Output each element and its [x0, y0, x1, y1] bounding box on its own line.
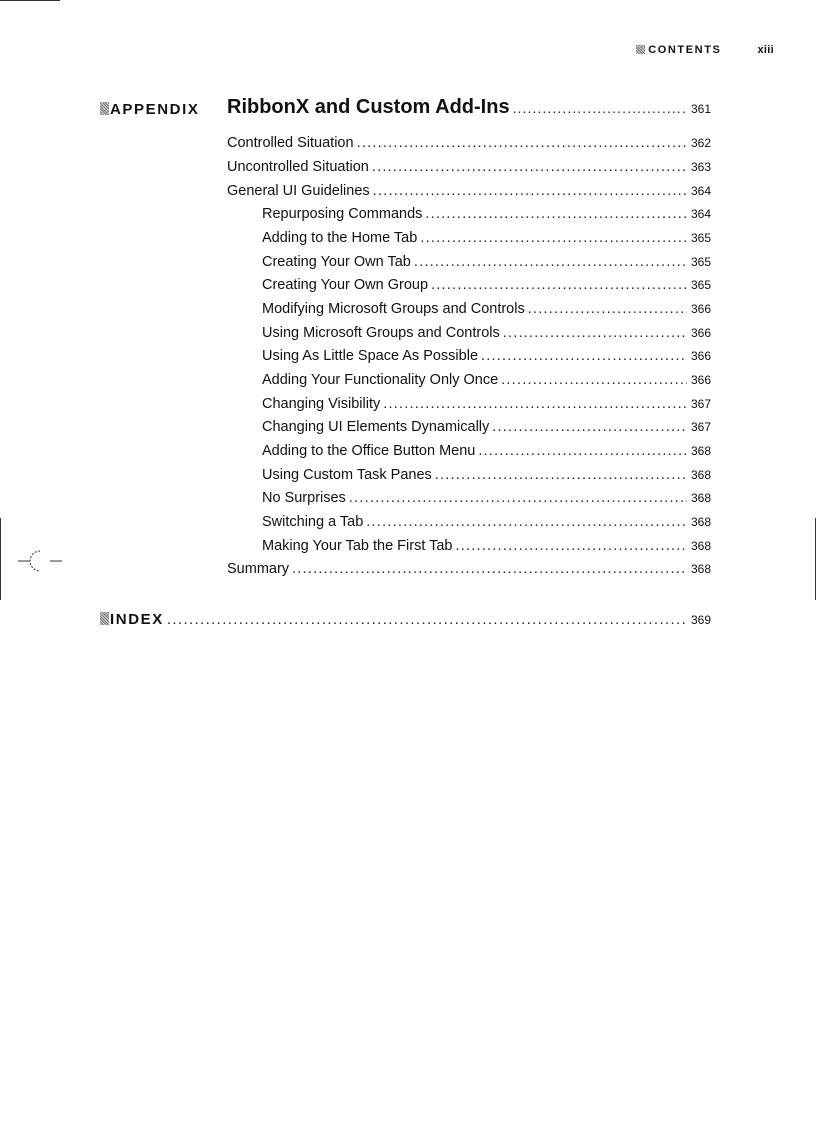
toc-entry-title: Creating Your Own Tab	[262, 254, 411, 270]
toc-entry-page: 368	[690, 562, 711, 576]
dot-leader	[481, 348, 687, 364]
toc-subentry	[262, 230, 711, 246]
dot-leader	[372, 159, 687, 175]
dot-leader	[167, 611, 687, 628]
dot-leader	[420, 230, 687, 246]
dot-leader	[513, 100, 687, 116]
toc-subentry	[262, 301, 711, 317]
toc-entry	[227, 183, 711, 199]
toc-entry-title: Adding to the Home Tab	[262, 230, 418, 246]
dot-leader	[292, 561, 687, 577]
appendix-label	[100, 101, 200, 118]
dot-leader	[478, 443, 687, 459]
toc-entry-title: Changing Visibility	[262, 396, 381, 412]
registration-mark-icon	[18, 548, 62, 578]
toc-entry-title: Using Microsoft Groups and Controls	[262, 325, 500, 341]
dot-leader	[435, 467, 687, 483]
toc-subentry	[262, 325, 711, 341]
section-marker-icon	[636, 45, 645, 54]
toc-entry-page: 368	[690, 444, 711, 458]
toc-entry-title: Using As Little Space As Possible	[262, 348, 479, 364]
toc-entry-page: 366	[690, 326, 711, 340]
toc-entry	[227, 135, 711, 151]
toc-entry-page: 365	[690, 255, 711, 269]
toc-subentry	[262, 372, 711, 388]
toc-entry-page: 364	[690, 184, 711, 198]
toc-entry-page: 363	[690, 160, 711, 174]
index-page-number: 369	[690, 613, 711, 627]
index-entry	[100, 611, 711, 628]
toc-entry-page: 366	[690, 302, 711, 316]
toc-entry	[227, 159, 711, 175]
toc-subentry	[262, 419, 711, 435]
toc-subentry	[262, 467, 711, 483]
toc-entry-title: Summary	[227, 561, 290, 577]
toc-entry-page: 365	[690, 278, 711, 292]
toc-entry-page: 366	[690, 349, 711, 363]
toc-entry-title: Creating Your Own Group	[262, 277, 429, 293]
appendix-page-number: 361	[690, 102, 711, 116]
toc-entry-title: Adding to the Office Button Menu	[262, 443, 476, 459]
toc-subentry	[262, 348, 711, 364]
toc-subentry	[262, 254, 711, 270]
running-head-page-number: xiii	[757, 44, 774, 56]
running-head	[0, 44, 774, 56]
toc-entry-title: Using Custom Task Panes	[262, 467, 432, 483]
toc-entry-title: Modifying Microsoft Groups and Controls	[262, 301, 525, 317]
dot-leader	[425, 206, 687, 222]
dot-leader	[349, 490, 687, 506]
dot-leader	[383, 396, 687, 412]
appendix-title: RibbonX and Custom Add-Ins	[227, 96, 510, 118]
toc-entry-title: Changing UI Elements Dynamically	[262, 419, 490, 435]
section-marker-icon	[100, 612, 109, 625]
toc-subentry	[262, 277, 711, 293]
toc-subentry	[262, 206, 711, 222]
toc-subentry	[262, 396, 711, 412]
dot-leader	[366, 514, 687, 530]
toc-entry-title: Repurposing Commands	[262, 206, 423, 222]
dot-leader	[357, 135, 687, 151]
section-marker-icon	[100, 102, 109, 115]
dot-leader	[528, 301, 687, 317]
dot-leader	[501, 372, 687, 388]
appendix-label-text: APPENDIX	[110, 101, 200, 118]
dot-leader	[503, 325, 687, 341]
toc-entry-page: 364	[690, 207, 711, 221]
dot-leader	[492, 419, 687, 435]
running-head-section: CONTENTS	[648, 44, 722, 56]
appendix-title-entry	[227, 96, 711, 119]
toc-entry-page: 368	[690, 515, 711, 529]
toc-entry-page: 365	[690, 231, 711, 245]
toc-entry-page: 367	[690, 420, 711, 434]
index-label	[100, 611, 164, 628]
toc-entry-title: No Surprises	[262, 490, 346, 506]
dot-leader	[431, 277, 687, 293]
toc-entry-page: 366	[690, 373, 711, 387]
dot-leader	[373, 183, 687, 199]
toc-subentry	[262, 538, 711, 554]
crop-mark-top	[0, 0, 60, 1]
toc-entry-title: General UI Guidelines	[227, 183, 370, 199]
toc-entry-page: 368	[690, 468, 711, 482]
crop-mark-left	[0, 518, 1, 600]
toc-entry-title: Adding Your Functionality Only Once	[262, 372, 499, 388]
toc-subentry	[262, 490, 711, 506]
toc-entry-page: 368	[690, 539, 711, 553]
index-label-text: INDEX	[110, 611, 164, 628]
dot-leader	[414, 254, 687, 270]
toc-entry-page: 368	[690, 491, 711, 505]
toc-subentry	[262, 514, 711, 530]
toc-entry-page: 362	[690, 136, 711, 150]
toc-entry-page: 367	[690, 397, 711, 411]
toc-entry-title: Uncontrolled Situation	[227, 159, 369, 175]
toc-entry-title: Controlled Situation	[227, 135, 354, 151]
toc-entry	[227, 561, 711, 577]
dot-leader	[456, 538, 687, 554]
toc-entry-title: Making Your Tab the First Tab	[262, 538, 453, 554]
toc-entry-title: Switching a Tab	[262, 514, 364, 530]
toc-subentry	[262, 443, 711, 459]
